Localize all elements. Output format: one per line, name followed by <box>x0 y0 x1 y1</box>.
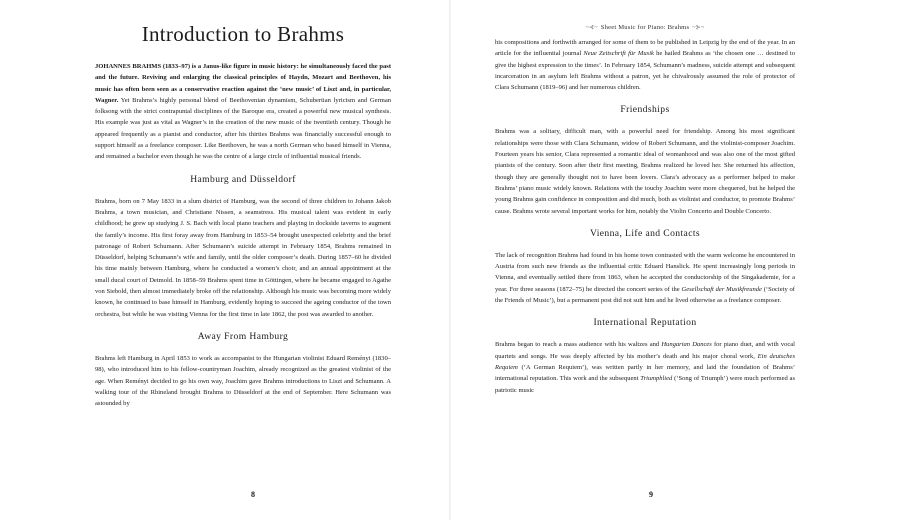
heading-away-from-hamburg: Away From Hamburg <box>197 330 289 342</box>
page-number-right: 9 <box>649 490 653 499</box>
left-page-column <box>95 22 391 409</box>
paragraph-international <box>495 339 795 395</box>
text-run: he hailed Brahms as ‘the chosen one … destined to give the highest expression to the times’. In February 1854, Schumann’s madness, suicide attempt and subsequent incarceration in an asylum left Brahms without a patron, yet he chivalrously assumed the role of protector of Clara Schumann (1819–96) and her numerous children. <box>495 50 796 92</box>
heading-friendships: Friendships <box>620 104 670 116</box>
work-title: Ein deutsches Requiem <box>495 352 795 371</box>
ornament-right-icon: ~⊱~ <box>692 25 705 31</box>
heading-vienna: Vienna, Life and Contacts <box>589 227 701 239</box>
page-number-left: 8 <box>251 490 255 499</box>
text-run: (‘A German Requiem’), was written partly in her memory, and laid the foundation of Brahms’ international reputation. This work and the subsequent <box>495 363 795 383</box>
work-title: Hungarian Dances <box>661 341 712 349</box>
paragraph-continued <box>495 37 795 93</box>
intro-paragraph <box>95 61 391 163</box>
text-run: (‘Song of Triumph’) were much performed as patriotic music <box>495 375 795 394</box>
work-title: Triumphlied <box>640 375 673 383</box>
running-head-text: Sheet Music for Piano: Brahms <box>600 24 690 31</box>
text-run: (‘Society of the Friends of Music’), but a permanent post did not suit him and he lived otherwise as a freelance composer. <box>495 285 795 305</box>
right-page <box>450 0 900 520</box>
text-run: Brahms began to reach a mass audience with his waltzes and <box>495 341 662 349</box>
text-run: his compositions and forthwith arranged for some of them to be published in Leipzig by the end of the year. In an article for the influential journal <box>495 39 795 58</box>
running-head <box>495 24 795 31</box>
paragraph-vienna <box>495 250 795 306</box>
intro-bold-lead: JOHANNES BRAHMS (1833–97) is a Janus-like figure in music history: he simultaneously faced the past and the future. Reviving and enlarging the classical principles of Haydn, Mozart and Beethoven, his music has often been seen as a conservative reaction against the ‘new music’ of Liszt and, in particular, Wagner. <box>95 63 391 104</box>
heading-international-reputation: International Reputation <box>593 317 697 329</box>
paragraph-away: Brahms left Hamburg in April 1853 to work as accompanist to the Hungarian violinist Eduard Reményi (1830–98), who introduced him to his fellow-countryman Joachim, already recognized as the greatest violinist of the age. When Reményi decided to go his own way, Joachim gave Brahms introductions to Liszt and Schumann. A walking tour of the Rhineland brought Brahms to Düsseldorf at the end of September. Here Schumann was astounded by <box>95 354 391 408</box>
text-run: The lack of recognition Brahms had found in his home town contrasted with the warm welcome he encountered in Austria from such new friends as the influential critic Eduard Hanslick. He spent increasingly long periods in Vienna, and eventually settled there from 1863, when he accepted the conductorship of the Singakademie, for a year. For three seasons (1872–75) he directed the concert series of the <box>495 251 795 293</box>
text-run: for piano duet, and with vocal quartets and songs. He was deeply affected by his mother’s death and his major choral work, <box>495 341 795 360</box>
journal-title: Neue Zeitschrift für Musik <box>583 50 654 58</box>
ornament-left-icon: ~⊰~ <box>585 25 598 31</box>
paragraph-friendships: Brahms was a solitary, difficult man, with a powerful need for friendship. Among his most significant relationships were those with Clara Schumann, widow of Robert Schumann, and the violinist-composer Joachim. Fourteen years his senior, Clara represented a romantic ideal of womanhood and was also one of the most gifted pianists of the century. Soon after their first meeting, Brahms realized he loved her. She returned his affection, though they are generally thought not to have been lovers. Clara’s advocacy as a performer helped to make Brahms’ piano music widely known. Relations with the touchy Joachim were more chequered, but he helped the young Brahms gain confidence in composition and did much, both as violinist and conductor, to promote Brahms’ cause. Brahms wrote several important works for him, notably the Violin Concerto and Double Concerto. <box>495 128 795 215</box>
heading-hamburg-dusseldorf: Hamburg and Düsseldorf <box>190 173 296 185</box>
society-name: Gesellschaft der Musikfreunde <box>681 285 762 293</box>
intro-body: Yet Brahms’s highly personal blend of Beethovenian dynamism, Schubertian lyricism and German folksong with the strict contrapuntal disciplines of the Baroque era, created a powerful new musical synthesis. His example was just as vital as Wagner’s in the creation of the new music of the twentieth century. Though he appeared frequently as a pianist and conductor, after his thirties Brahms was financially successful enough to support himself as a freelance composer. Like Beethoven, he was a north German who based himself in Vienna, and remained a bachelor even though he was the centre of a large circle of influential musical friends. <box>95 96 391 161</box>
page-title: Introduction to Brahms <box>141 22 345 46</box>
right-page-column <box>495 24 795 396</box>
paragraph-hamburg: Brahms, born on 7 May 1833 in a slum district of Hamburg, was the second of three children to Johann Jakob Brahms, a town musician, and Christiane Nissen, a seamstress. His musical talent was evident in early childhood; he grew up studying J. S. Bach with local piano teachers and playing in dockside taverns to augment the family’s income. His first foray away from Hamburg in 1853–54 brought unexpected celebrity and the brief patronage of Robert Schumann. After Schumann’s suicide attempt in February 1854, Brahms remained in Düsseldorf, helping Schumann’s wife and family, until the older composer’s death. During 1857–60 he divided his time mainly between Hamburg, where he conducted a women’s choir, and an annual appointment at the small ducal court of Detmold. In 1858–59 Brahms spent time in Göttingen, where he became engaged to Agathe von Siebold, then almost immediately broke off the relationship. Although his music was becoming more widely known, he continued to base himself in Hamburg, evidently hoping to succeed the ageing conductor of the town orchestra, but while he was visiting Vienna for the first time in late 1862, the post was awarded to another. <box>95 197 391 318</box>
